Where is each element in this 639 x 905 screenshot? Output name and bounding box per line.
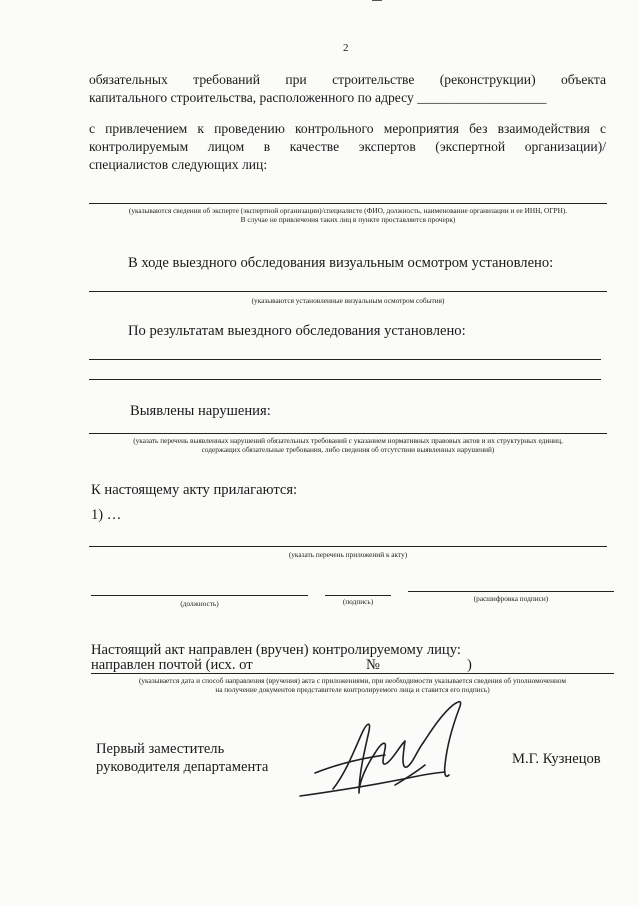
visual-heading: В ходе выездного обследования визуальным осмотром установлено: — [128, 255, 554, 271]
sent-line — [91, 673, 614, 674]
signature-line — [325, 595, 391, 596]
violations-heading: Выявлены нарушения: — [130, 403, 271, 419]
para1-line2: капитального строительства, расположенного по адресу ___________________ — [89, 90, 547, 105]
results-line-2 — [89, 379, 601, 380]
signatory-name: М.Г. Кузнецов — [512, 751, 601, 767]
violations-line — [89, 433, 607, 434]
attachments-item: 1) … — [91, 507, 122, 523]
page-number: 2 — [343, 42, 349, 54]
para2-line2: контролируемым лицом в качестве экспертов (экспертной организации)/ — [89, 139, 606, 154]
signatory-title-line1: Первый заместитель — [96, 741, 225, 757]
visual-note: (указываются установленные визуальным осмотром события) — [251, 296, 445, 305]
para2-line3: специалистов следующих лиц: — [89, 157, 268, 172]
experts-note-line2: В случае не привлечения таких лиц в пункте проставляется прочерк) — [240, 215, 456, 224]
top-dash — [372, 0, 382, 1]
results-heading: По результатам выездного обследования установлено: — [128, 323, 466, 339]
para1-line1: обязательных требований при строительстве (реконструкции) объекта — [89, 72, 606, 87]
experts-line — [89, 203, 607, 204]
attachments-note: (указать перечень приложений к акту) — [288, 550, 408, 559]
sent-line2-prefix: направлен почтой (исх. от — [91, 657, 253, 673]
para2-line1: с привлечением к проведению контрольного мероприятия без взаимодействия с — [89, 121, 606, 136]
sent-note-line1: (указывается дата и способ направления (вручения) акта с приложениями, при необходимости указывается сведения об уполномоченном — [138, 676, 567, 685]
position-label: (должность) — [180, 599, 219, 608]
violations-note-line2: содержащих обязательные требования, либо сведения об отсутствии выявленных нарушений) — [201, 445, 495, 454]
sent-line2-close: ) — [467, 657, 472, 673]
results-line-1 — [89, 359, 601, 360]
decoding-line — [408, 591, 614, 592]
sent-line2-no: № — [366, 657, 380, 673]
signatory-title-line2: руководителя департамента — [96, 759, 269, 775]
position-line — [91, 595, 308, 596]
visual-line — [89, 291, 607, 292]
decoding-label: (расшифровка подписи) — [473, 594, 549, 603]
signature-label: (подпись) — [342, 597, 374, 606]
handwritten-signature — [295, 693, 480, 803]
attachments-heading: К настоящему акту прилагаются: — [91, 482, 298, 498]
sent-note-line2: на получение документов представителе контролируемого лица и ставится его подпись) — [215, 685, 490, 694]
violations-note-line1: (указать перечень выявленных нарушений обязательных требований с указанием нормативных правовых актов и их структурных единиц, — [133, 436, 563, 445]
sent-line1: Настоящий акт направлен (вручен) контролируемому лицу: — [91, 642, 461, 658]
attachments-line — [89, 546, 607, 547]
experts-note-line1: (указываются сведения об эксперте (экспертной организации)/специалисте (ФИО, должность, наименование организации и ее ИНН, ОГРН). — [128, 206, 568, 215]
